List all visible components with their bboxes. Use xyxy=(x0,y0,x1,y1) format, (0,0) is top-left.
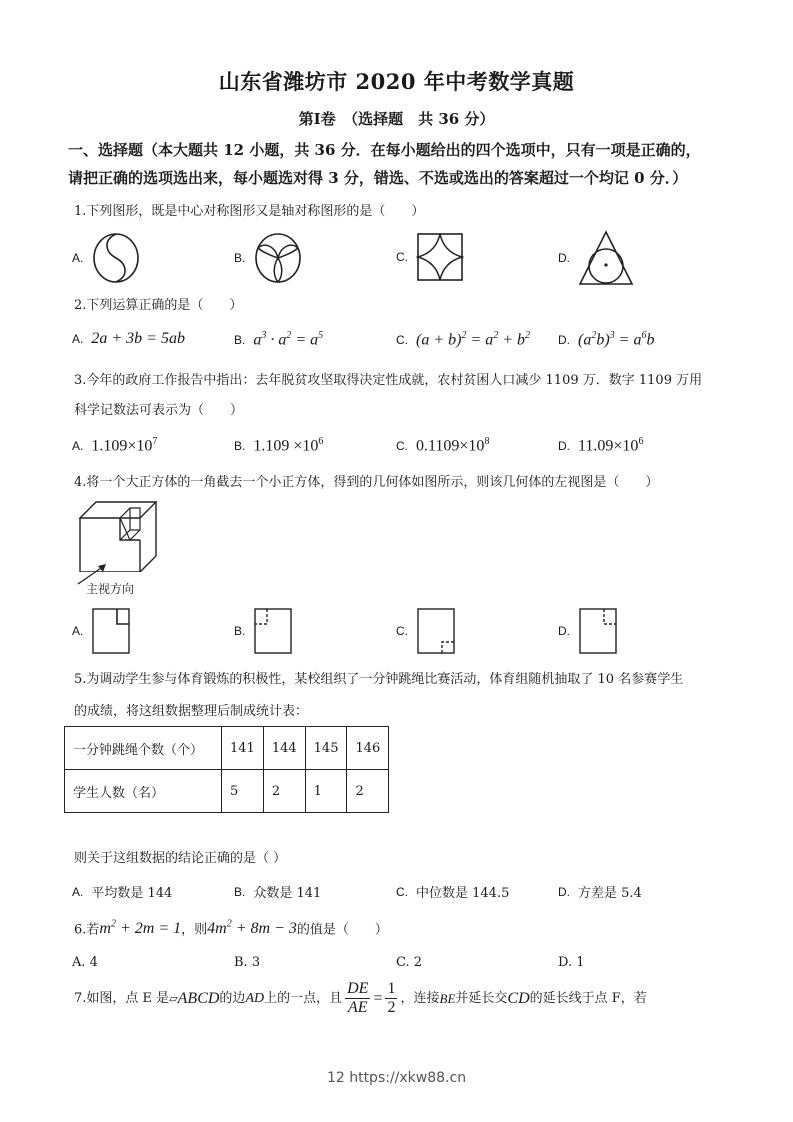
table-row-header: 学生人数（名） xyxy=(65,770,222,813)
question-1-option-c[interactable] xyxy=(396,232,464,282)
option-label: B. xyxy=(234,438,246,453)
option-label: A. xyxy=(72,438,84,453)
parallelogram-symbol: ▱ xyxy=(169,991,178,1005)
square-dashed-notch-top-right-icon xyxy=(578,608,618,654)
question-4-option-c[interactable] xyxy=(396,608,456,654)
option-label: C. xyxy=(396,884,408,899)
page-subtitle: 第Ⅰ卷 （选择题 共 36 分） xyxy=(298,110,495,128)
option-label: D. xyxy=(558,438,570,453)
expression: $(a + b)^2 = a^2 + b^2$ xyxy=(416,330,531,349)
question-5-line-1: 5.为调动学生参与体育锻炼的积极性，某校组织了一分钟跳绳比赛活动，体育组随机抽取了 10 名参赛学生 xyxy=(74,672,684,687)
table-cell: 5 xyxy=(222,770,264,813)
option-text: 平均数是 144 xyxy=(91,886,173,901)
question-1-text: 1.下列图形，既是中心对称图形又是轴对称图形的是（ ） xyxy=(74,204,425,219)
option-label: B. xyxy=(234,332,246,347)
question-2-option-d[interactable] xyxy=(558,330,654,349)
question-6-option-d[interactable] xyxy=(558,955,585,970)
table-cell: 2 xyxy=(347,770,389,813)
question-2-option-c[interactable] xyxy=(396,330,530,349)
fraction-de-ae: $\frac{DE}{AE}$ xyxy=(347,980,369,1016)
table-cell: 146 xyxy=(347,727,389,770)
option-label: A. xyxy=(72,251,84,265)
question-6-option-c[interactable] xyxy=(396,955,422,970)
page-title: 山东省潍坊市 2020 年中考数学真题 xyxy=(218,69,575,94)
option-label: B. xyxy=(234,624,246,638)
option-label: D. 1 xyxy=(558,955,585,970)
question-5-option-a[interactable] xyxy=(72,882,172,901)
table-cell: 144 xyxy=(263,727,305,770)
question-6-text: 6.若$m^2 + 2m = 1$，则$4m^2 + 8m - 3$的值是（ ） xyxy=(74,919,388,938)
option-label: C. xyxy=(396,250,408,264)
stats-table xyxy=(64,726,389,813)
question-3-option-d[interactable] xyxy=(558,436,643,455)
question-1-option-b[interactable] xyxy=(234,232,303,284)
question-3-option-c[interactable] xyxy=(396,436,489,455)
square-dashed-notch-bottom-right-icon xyxy=(416,608,456,654)
view-direction-caption: 主视方向 xyxy=(86,582,135,596)
fraction-one-half: $\frac{1}{2}$ xyxy=(387,980,396,1016)
option-label: B. xyxy=(234,251,246,265)
question-2-option-b[interactable] xyxy=(234,330,323,349)
option-label: C. 2 xyxy=(396,955,423,970)
question-1-option-d[interactable] xyxy=(558,230,634,286)
question-5-line-2: 的成绩，将这组数据整理后制成统计表： xyxy=(74,704,309,719)
option-label: C. xyxy=(396,438,408,453)
table-cell: 1 xyxy=(305,770,347,813)
option-label: D. xyxy=(558,884,570,899)
table-row xyxy=(65,727,389,770)
section-line-1: 一、选择题（本大题共 12 小题，共 36 分．在每小题给出的四个选项中，只有一项是正确的， xyxy=(68,141,701,159)
four-point-star-in-square-icon xyxy=(416,232,464,282)
table-cell: 141 xyxy=(222,727,264,770)
section-instructions xyxy=(68,136,728,192)
option-label: A. xyxy=(72,884,84,899)
question-4-option-d[interactable] xyxy=(558,608,618,654)
table-row xyxy=(65,770,389,813)
question-5-prompt: 则关于这组数据的结论正确的是（ ） xyxy=(74,851,287,866)
question-5-option-d[interactable] xyxy=(558,882,642,901)
question-5-option-c[interactable] xyxy=(396,882,509,901)
question-3-line-2: 科学记数法可表示为（ ） xyxy=(74,403,244,418)
question-4-text: 4.将一个大正方体的一角截去一个小正方体，得到的几何体如图所示，则该几何体的左视图是（ ） xyxy=(74,475,659,490)
option-text: 方差是 5.4 xyxy=(578,886,642,901)
expression: $1.109\times 10^7$ xyxy=(91,436,158,455)
table-row-header: 一分钟跳绳个数（个） xyxy=(65,727,222,770)
expression: $0.1109\times 10^8$ xyxy=(416,436,490,455)
question-6-option-a[interactable] xyxy=(72,955,98,970)
question-3-line-1: 3.今年的政府工作报告中指出：去年脱贫攻坚取得决定性成就，农村贫困人口减少 1109 万．数字 1109 万用 xyxy=(74,373,703,388)
question-7-text: 7.如图，点 E 是 ▱ ABCD 的边 AD 上的一点，且 $\frac{DE}{AE}$ = $\frac{1}{2}$ ，连接 BE 并延长交 CD 的延长线于点 F，若 xyxy=(74,980,647,1016)
footer-page-url: 12 https://xkw88.cn xyxy=(326,1070,467,1086)
square-solid-notch-top-right-icon xyxy=(91,608,131,654)
expression: $(a^2b)^3 = a^6b$ xyxy=(578,330,655,349)
option-label: C. xyxy=(396,332,408,347)
option-label: A. xyxy=(72,332,84,346)
question-2-text: 2.下列运算正确的是（ ） xyxy=(74,298,243,313)
expression: 2a + 3b = 5ab xyxy=(91,330,185,347)
option-label: A. xyxy=(72,624,84,638)
option-label: B. 3 xyxy=(234,955,261,970)
question-6-option-b[interactable] xyxy=(234,955,260,970)
table-cell: 2 xyxy=(263,770,305,813)
option-label: D. xyxy=(558,332,570,347)
question-2-option-a[interactable] xyxy=(72,330,185,348)
option-text: 众数是 141 xyxy=(253,886,322,901)
table-cell: 145 xyxy=(305,727,347,770)
option-label: A. 4 xyxy=(72,955,98,970)
question-1-option-a[interactable] xyxy=(72,232,141,284)
option-label: D. xyxy=(558,251,570,265)
section-line-2: 请把正确的选项选出来，每小题选对得 3 分，错选、不选或选出的答案超过一个均记 0 分．） xyxy=(68,169,688,187)
question-4-option-a[interactable] xyxy=(72,608,131,654)
question-4-option-b[interactable] xyxy=(234,608,293,654)
square-dashed-notch-top-left-icon xyxy=(253,608,293,654)
option-text: 中位数是 144.5 xyxy=(416,886,510,901)
three-petal-circle-icon xyxy=(253,232,303,284)
option-label: D. xyxy=(558,624,570,638)
option-label: C. xyxy=(396,624,408,638)
option-label: B. xyxy=(234,884,246,899)
expression: $11.09\times 10^6$ xyxy=(578,436,644,455)
question-5-option-b[interactable] xyxy=(234,882,321,901)
question-3-option-b[interactable] xyxy=(234,436,323,455)
expression: $1.109 \times 10^6$ xyxy=(253,436,324,455)
yin-yang-circle-icon xyxy=(91,232,141,284)
circle-inscribed-in-triangle-icon xyxy=(578,230,634,286)
question-3-option-a[interactable] xyxy=(72,436,157,455)
expression: $a^3 \cdot a^2 = a^5$ xyxy=(253,330,324,349)
